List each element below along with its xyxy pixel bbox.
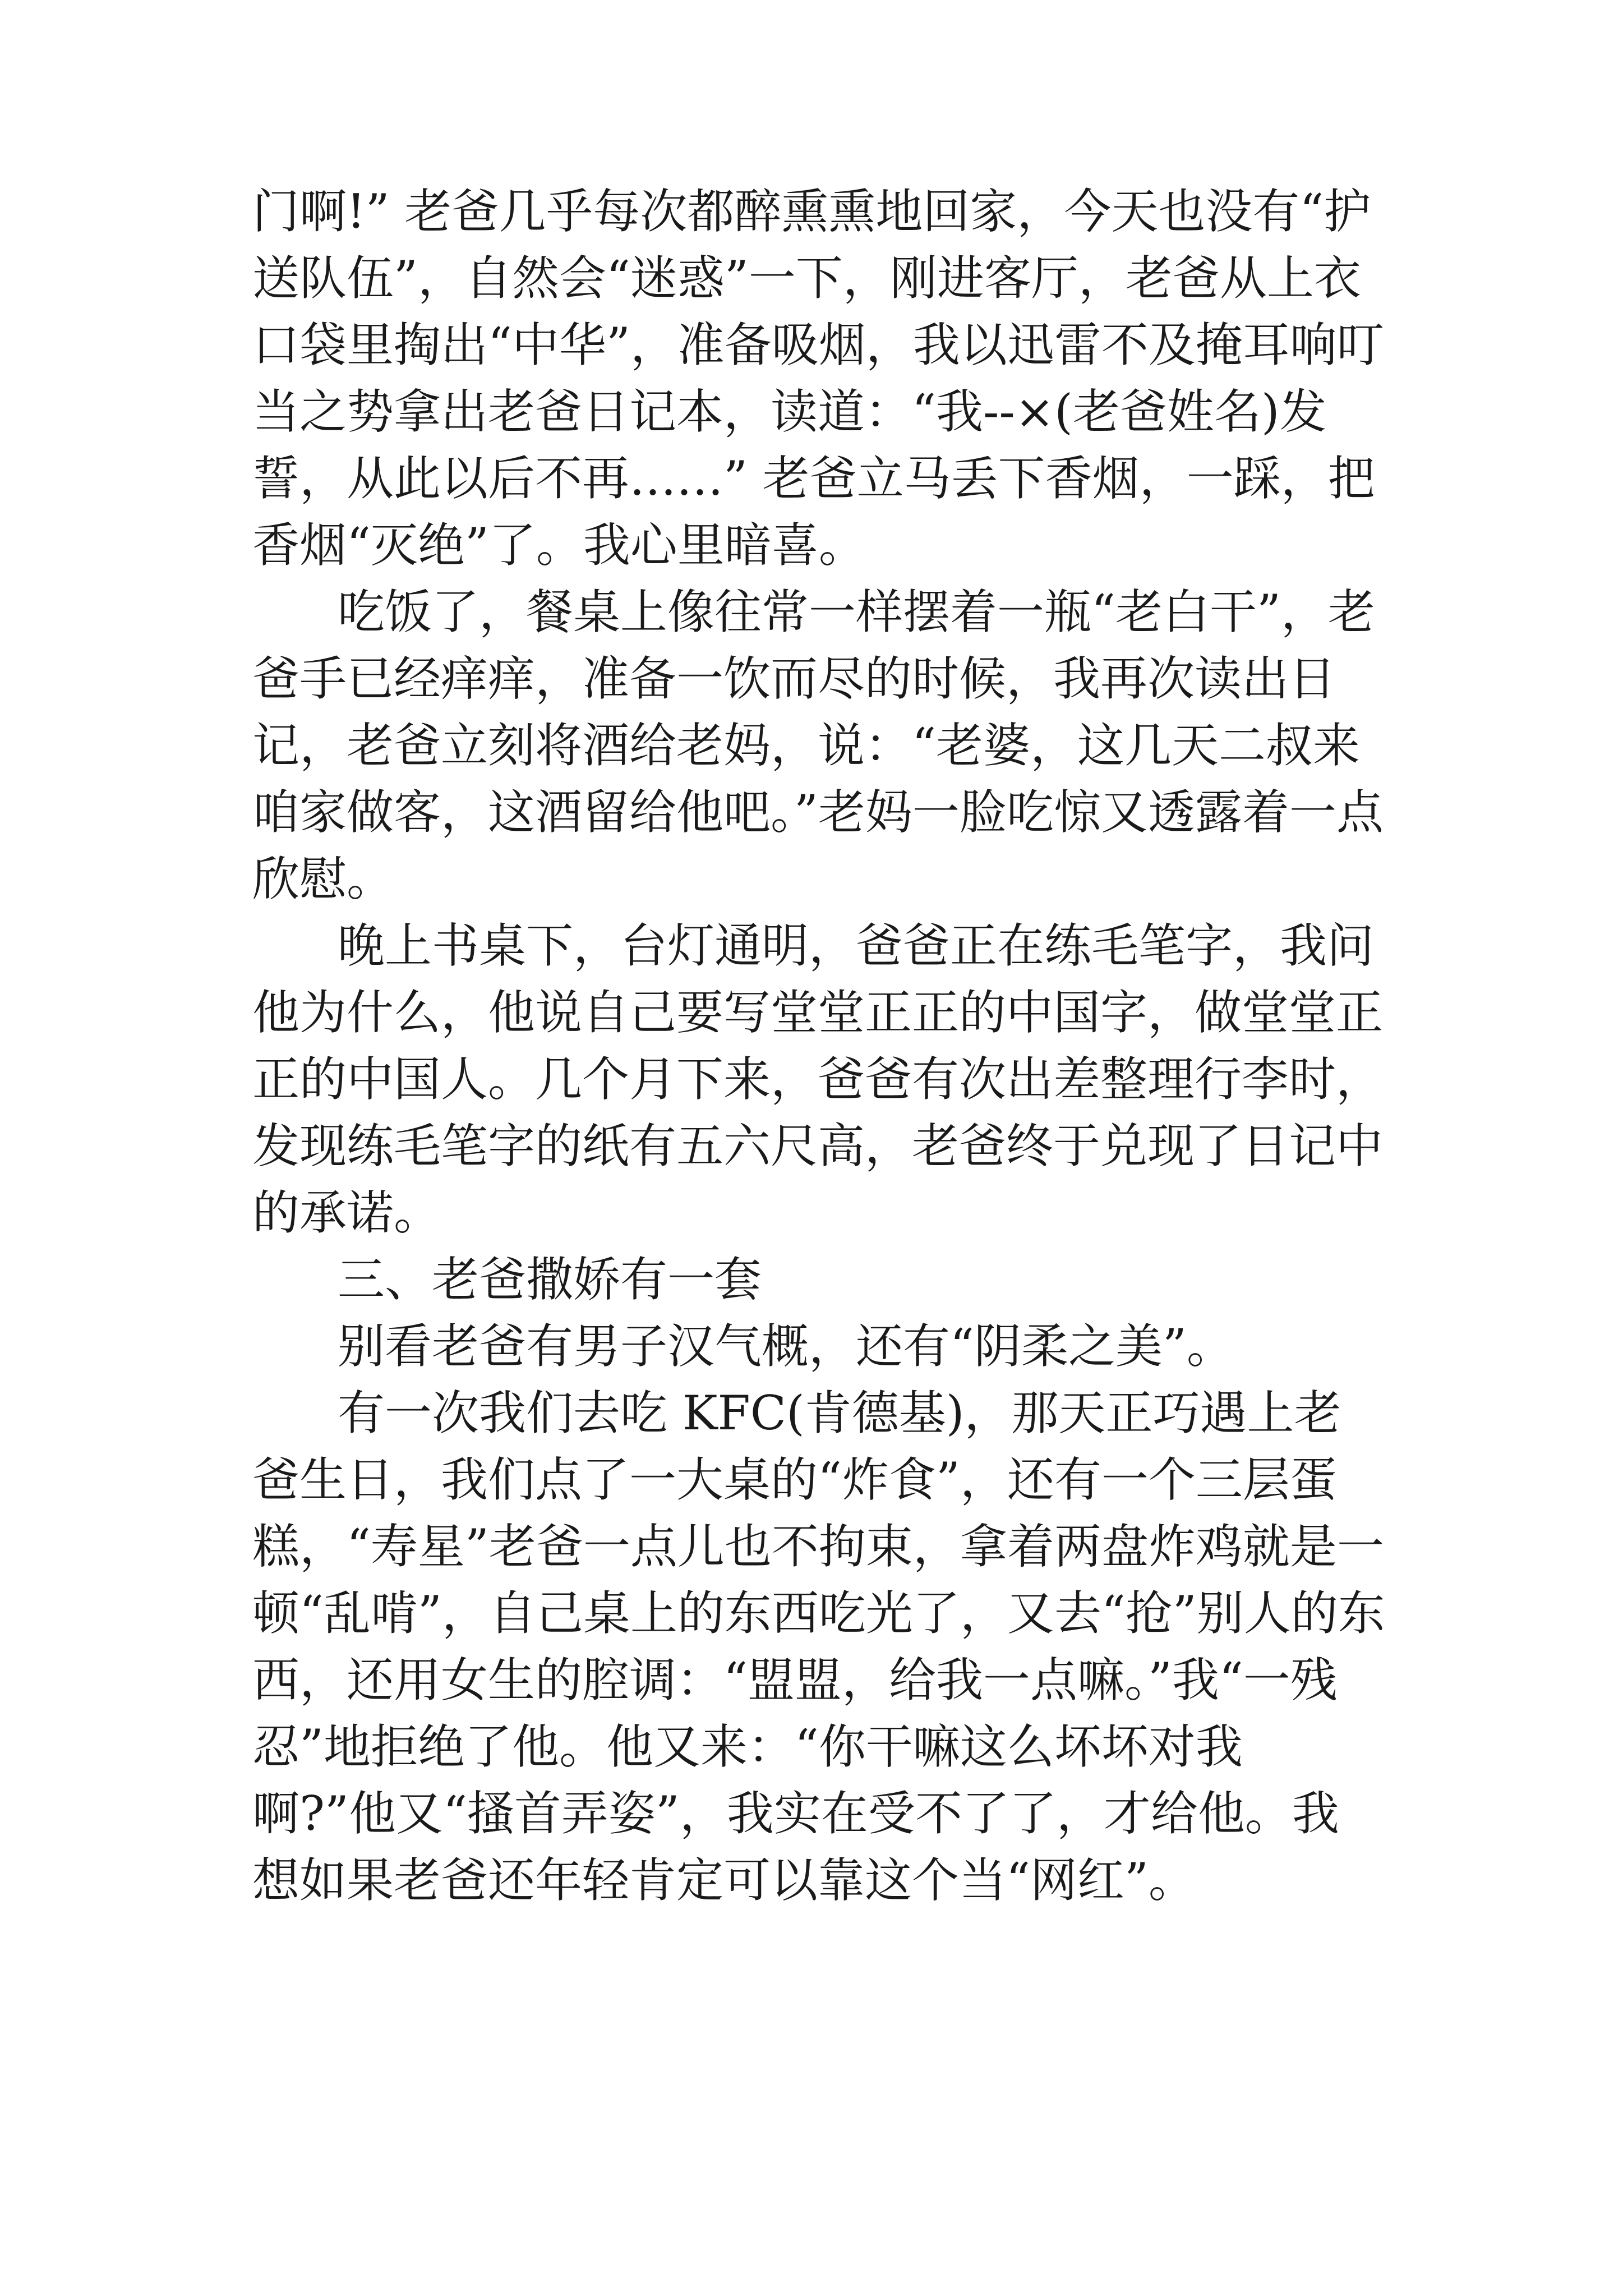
paragraph-continuation: 门啊!” 老爸几乎每次都醉熏熏地回家，今天也没有“护送队伍”，自然会“迷惑”一下，刚进客厅，老爸从上衣口袋里掏出“中华”，准备吸烟，我以迅雷不及掩耳响叮当之势拿出老爸日记本，读道：“我--×(老爸姓名)发誓，从此以后不再……” 老爸立马丢下香烟，一踩，把香烟“灭绝”了。我心里暗喜。 (252, 184, 1384, 573)
section-heading: 三、老爸撒娇有一套 (338, 1252, 762, 1307)
paragraph-kfc: 有一次我们去吃 KFC(肯德基)，那天正巧遇上老爸生日，我们点了一大桌的“炸食”，还有一个三层蛋糕，“寿星”老爸一点儿也不拘束，拿着两盘炸鸡就是一顿“乱啃”，自己桌上的东西吃光了，又去“抢”别人的东西，还用女生的腔调：“盟盟，给我一点嘛。”我“一残忍”地拒绝了他。他又来：“你干嘛这么坏坏对我啊?”他又“搔首弄姿”，我实在受不了了，才给他。我想如果老爸还年轻肯定可以靠这个当“网红”。 (252, 1386, 1385, 1908)
paragraph-dinner: 吃饭了，餐桌上像往常一样摆着一瓶“老白干”，老爸手已经痒痒，准备一饮而尽的时候，我再次读出日记，老爸立刻将酒给老妈，说：“老婆，这几天二叔来咱家做客，这酒留给他吧。”老妈一脸吃惊又透露着一点欣慰。 (252, 585, 1384, 907)
paragraph-intro: 别看老爸有男子汉气概，还有“阴柔之美”。 (338, 1319, 1234, 1374)
document-body (252, 178, 1385, 1914)
paragraph-calligraphy: 晚上书桌下，台灯通明，爸爸正在练毛笔字，我问他为什么，他说自己要写堂堂正正的中国字，做堂堂正正的中国人。几个月下来，爸爸有次出差整理行李时，发现练毛笔字的纸有五六尺高，老爸终于兑现了日记中的承诺。 (252, 918, 1384, 1240)
